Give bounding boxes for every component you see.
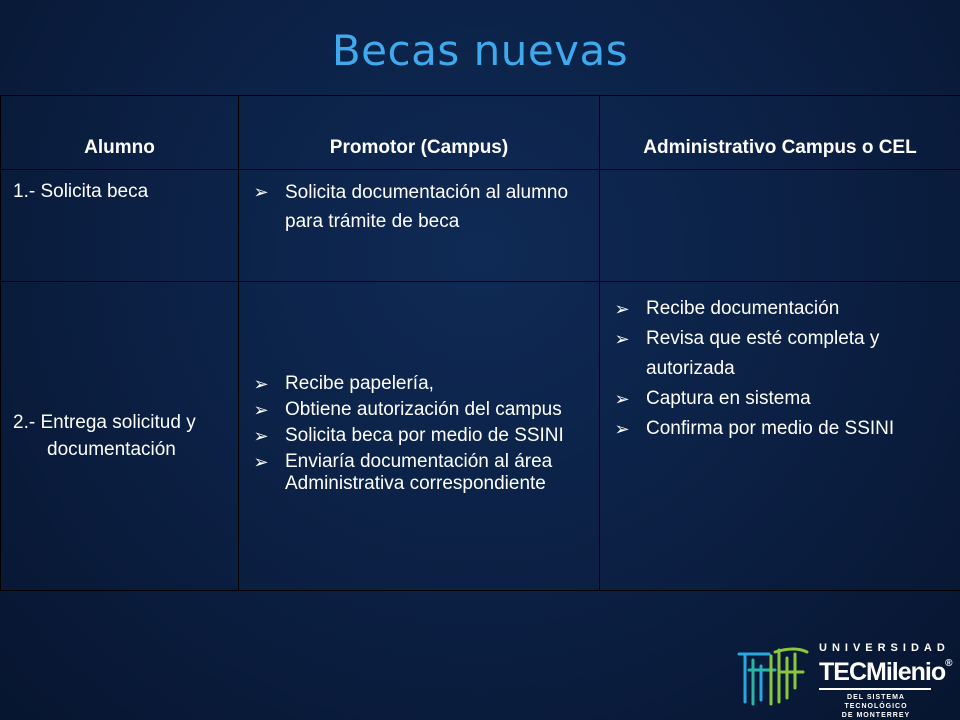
list-item: ➢ Recibe papelería, (239, 373, 599, 395)
promotor-list-2 (239, 373, 599, 495)
administrativo-list-2 (600, 294, 960, 444)
header-administrativo: Administrativo Campus o CEL (600, 96, 960, 170)
slide-title: Becas nuevas (331, 26, 629, 75)
becas-table (0, 95, 960, 591)
list-item: ➢ Recibe documentación (600, 294, 960, 324)
tecmilenio-emblem-icon (735, 644, 813, 708)
cell-alumno-1 (1, 170, 239, 282)
arrow-bullet-icon: ➢ (253, 426, 269, 446)
list-item: ➢ Captura en sistema (600, 384, 960, 414)
list-item: ➢ Solicita beca por medio de SSINI (239, 425, 599, 447)
list-item: ➢ Confirma por medio de SSINI (600, 414, 960, 444)
list-item: ➢ Solicita documentación al alumno para trámite de beca (239, 178, 599, 236)
logo-universidad: UNIVERSIDAD (819, 642, 950, 654)
header-alumno: Alumno (1, 96, 239, 170)
cell-administrativo-1 (600, 170, 960, 282)
logo-subtitle: DEL SISTEMA TECNOLÓGICO DE MONTERREY (841, 694, 911, 719)
arrow-bullet-icon: ➢ (614, 389, 630, 409)
cell-promotor-2 (239, 282, 600, 591)
arrow-bullet-icon: ➢ (253, 452, 269, 472)
table-row (1, 170, 960, 282)
arrow-bullet-icon: ➢ (253, 374, 269, 394)
header-row (1, 96, 960, 170)
tecmilenio-logo (735, 636, 952, 719)
arrow-bullet-icon: ➢ (614, 329, 630, 349)
alumno-step-2: 2.- Entrega solicitud y documentación (13, 412, 196, 460)
cell-alumno-2 (1, 282, 239, 591)
logo-brand: TECMilenio® (819, 658, 952, 686)
arrow-bullet-icon: ➢ (253, 400, 269, 420)
arrow-bullet-icon: ➢ (614, 419, 630, 439)
list-item: ➢ Revisa que esté completa y autorizada (600, 324, 960, 384)
list-item: ➢ Obtiene autorización del campus (239, 399, 599, 421)
alumno-step-1: 1.- Solicita beca (13, 181, 149, 202)
list-item: ➢ Enviaría documentación al área Administrativa correspondiente (239, 451, 599, 495)
cell-promotor-1 (239, 170, 600, 282)
logo-rule (819, 688, 931, 690)
arrow-bullet-icon: ➢ (614, 299, 630, 319)
promotor-list-1 (239, 178, 599, 236)
cell-administrativo-2 (600, 282, 960, 591)
table-row (1, 282, 960, 591)
arrow-bullet-icon: ➢ (253, 182, 269, 202)
header-promotor: Promotor (Campus) (239, 96, 600, 170)
